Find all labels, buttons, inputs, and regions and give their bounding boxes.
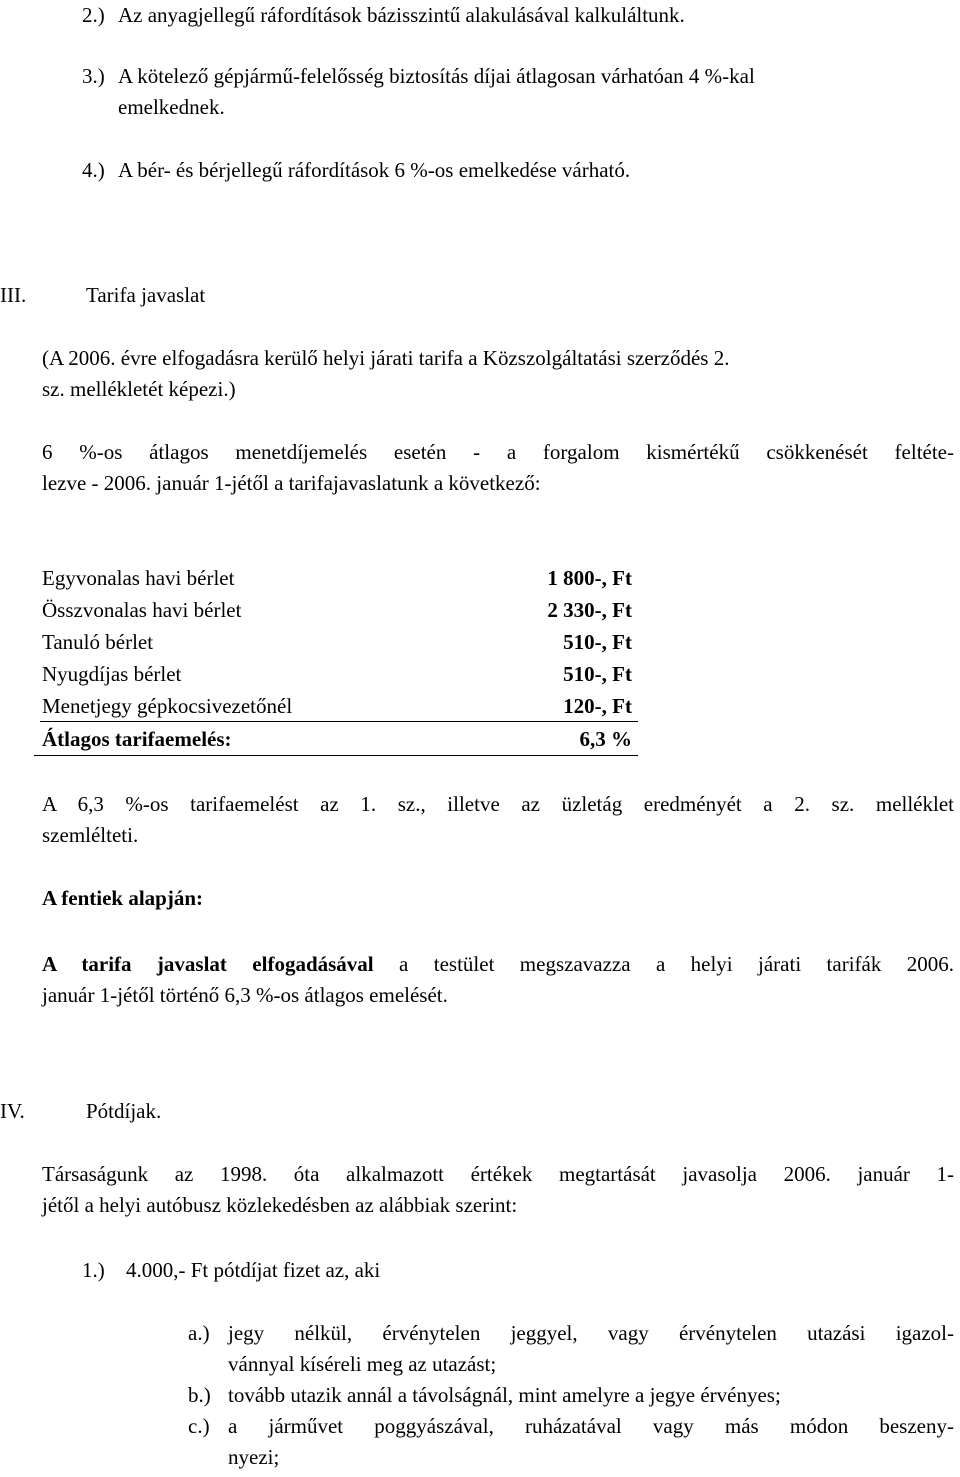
list-number: 2.): [82, 3, 105, 27]
table-divider-bottom: [34, 755, 638, 756]
list-number: 3.): [82, 64, 105, 88]
section-4-number: IV.: [0, 1099, 25, 1123]
table-divider-top: [40, 721, 638, 722]
section-4-title: Pótdíjak.: [86, 1099, 162, 1123]
surcharge-intro-line2: jétől a helyi autóbusz közlekedésben az alábbiak szerint:: [42, 1193, 518, 1217]
tariff-note-line2: sz. mellékletét képezi.): [42, 377, 236, 401]
list-text: A kötelező gépjármű-felelősség biztosítás díjai átlagosan várhatóan 4 %-kal: [118, 64, 755, 88]
list-text: A bér- és bérjellegű ráfordítások 6 %-os emelkedése várható.: [118, 158, 631, 182]
tariff-price: 1 800-, Ft: [547, 566, 632, 590]
subitem-text: jegy nélkül, érvénytelen jeggyel, vagy érvénytelen utazási igazol-: [228, 1321, 954, 1345]
list-number: 4.): [82, 158, 105, 182]
average-value: 6,3 %: [579, 727, 632, 751]
list-text: Az anyagjellegű ráfordítások bázisszintű alakulásával kalkuláltunk.: [118, 3, 685, 27]
decision-rest: a testület megszavazza a helyi járati tarifák 2006.: [399, 952, 954, 976]
surcharge-intro-line1: Társaságunk az 1998. óta alkalmazott értékek megtartását javasolja 2006. január 1-: [42, 1162, 954, 1186]
illustrated-line1: A 6,3 %-os tarifaemelést az 1. sz., illetve az üzletág eredményét a 2. sz. melléklet: [42, 792, 954, 816]
tariff-label: Összvonalas havi bérlet: [42, 598, 242, 622]
subitem-letter: c.): [188, 1414, 210, 1438]
list-number: 1.): [82, 1258, 105, 1282]
list-item-3: [82, 61, 755, 92]
list-item-3-continuation: emelkednek.: [118, 95, 225, 119]
tariff-price: 120-, Ft: [563, 694, 632, 718]
tariff-intro-line1: 6 %-os átlagos menetdíjemelés esetén - a forgalom kismértékű csökkenését feltéte-: [42, 440, 954, 464]
list-item-2: [82, 0, 685, 31]
tariff-label: Nyugdíjas bérlet: [42, 662, 182, 686]
tariff-price: 2 330-, Ft: [547, 598, 632, 622]
tariff-intro-line2: lezve - 2006. január 1-jétől a tarifajavaslatunk a következő:: [42, 471, 541, 495]
subitem-text-cont: vánnyal kíséreli meg az utazást;: [228, 1352, 497, 1376]
surcharge-item-1: [82, 1255, 380, 1286]
section-3-title: Tarifa javaslat: [86, 283, 206, 307]
section-3-number: III.: [0, 283, 27, 307]
illustrated-line2: szemlélteti.: [42, 823, 139, 847]
subitem-text-cont: nyezi;: [228, 1445, 280, 1469]
list-text: 4.000,- Ft pótdíjat fizet az, aki: [126, 1258, 381, 1282]
average-label: Átlagos tarifaemelés:: [42, 727, 232, 751]
tariff-price: 510-, Ft: [563, 630, 632, 654]
decision-line2: január 1-jétől történő 6,3 %-os átlagos emelését.: [42, 983, 448, 1007]
basis-heading: A fentiek alapján:: [42, 886, 204, 910]
tariff-label: Menetjegy gépkocsivezetőnél: [42, 694, 293, 718]
decision-line1: [42, 949, 954, 980]
subitem-letter: a.): [188, 1321, 210, 1345]
subitem-text: a járművet poggyászával, ruházatával vagy más módon beszeny-: [228, 1414, 954, 1438]
tariff-price: 510-, Ft: [563, 662, 632, 686]
decision-bold: A tarifa javaslat elfogadásával: [42, 952, 374, 976]
tariff-note-line1: (A 2006. évre elfogadásra kerülő helyi járati tarifa a Közszolgáltatási szerződés 2.: [42, 346, 730, 370]
list-item-4: [82, 155, 630, 186]
tariff-label: Tanuló bérlet: [42, 630, 154, 654]
tariff-label: Egyvonalas havi bérlet: [42, 566, 235, 590]
subitem-text: tovább utazik annál a távolságnál, mint amelyre a jegye érvényes;: [228, 1383, 781, 1407]
subitem-letter: b.): [188, 1383, 211, 1407]
